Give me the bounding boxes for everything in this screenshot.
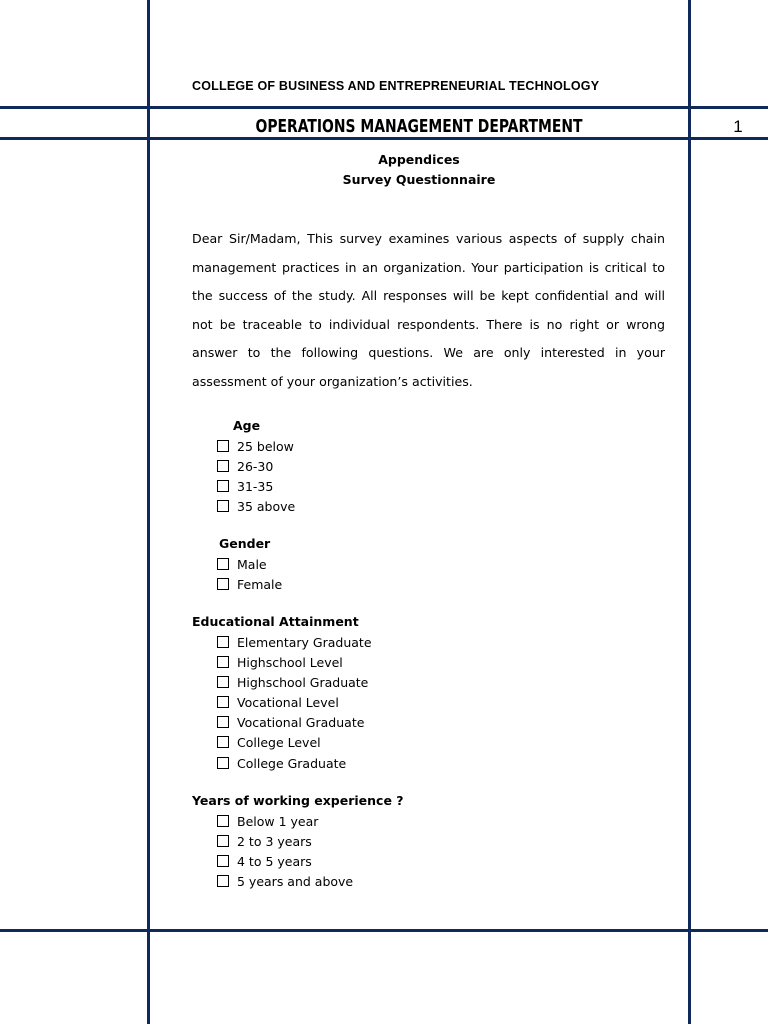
header-top-rule [0,106,768,109]
checkbox[interactable] [217,656,229,668]
option-label: Highschool Level [237,654,343,670]
option-label: Highschool Graduate [237,674,369,690]
right-margin-rule [688,0,691,1024]
checkbox[interactable] [217,855,229,867]
question-age-title: Age [233,418,261,433]
checkbox[interactable] [217,480,229,492]
checkbox[interactable] [217,815,229,827]
checkbox[interactable] [217,696,229,708]
option-label: Elementary Graduate [237,634,372,650]
checkbox[interactable] [217,578,229,590]
checkbox[interactable] [217,440,229,452]
checkbox[interactable] [217,875,229,887]
option-education-college-level[interactable] [217,734,321,750]
checkbox[interactable] [217,558,229,570]
appendices-heading: Appendices [378,152,460,167]
checkbox[interactable] [217,736,229,748]
option-label: Below 1 year [237,813,319,829]
option-education-elementary-graduate[interactable] [217,634,372,650]
option-education-highschool-graduate[interactable] [217,674,368,690]
option-label: 25 below [237,438,294,454]
question-experience-title: Years of working experience ? [192,793,404,808]
option-label: 35 above [237,498,296,514]
option-age-31-35[interactable] [217,478,273,494]
option-label: Vocational Graduate [237,714,365,730]
checkbox[interactable] [217,460,229,472]
option-label: 4 to 5 years [237,853,312,869]
option-age-26-30[interactable] [217,458,273,474]
option-label: 26-30 [237,458,274,474]
option-label: 2 to 3 years [237,833,312,849]
checkbox[interactable] [217,676,229,688]
checkbox[interactable] [217,500,229,512]
question-education-title: Educational Attainment [192,614,359,629]
college-name: COLLEGE OF BUSINESS AND ENTREPRENEURIAL TECHNOLOGY [192,79,600,93]
option-label: Female [237,576,283,592]
survey-title: Survey Questionnaire [342,172,496,187]
option-label: College Graduate [237,755,347,771]
option-experience-5-years-and-above[interactable] [217,873,353,889]
option-label: 31-35 [237,478,274,494]
option-age-35-above[interactable] [217,498,295,514]
option-label: Male [237,556,267,572]
question-gender-title: Gender [219,536,271,551]
checkbox[interactable] [217,716,229,728]
option-experience-4-to-5-years[interactable] [217,853,312,869]
option-experience-below-1-year[interactable] [217,813,318,829]
page-number: 1 [733,117,743,136]
option-gender-female[interactable] [217,576,282,592]
department-name: OPERATIONS MANAGEMENT DEPARTMENT [255,116,583,137]
intro-paragraph: Dear Sir/Madam, This survey examines various aspects of supply chain management practices in an organization. Your participation is critical to the success of the study. All responses will be kept confidential and will not be traceable to individual respondents. There is no right or wrong answer to the following questions. We are only interested in your assessment of your organization’s activities. [192,231,665,389]
option-age-25-below[interactable] [217,438,294,454]
option-gender-male[interactable] [217,556,267,572]
option-label: Vocational Level [237,694,339,710]
footer-rule [0,929,768,932]
option-label: College Level [237,734,321,750]
option-education-vocational-level[interactable] [217,694,339,710]
option-label: 5 years and above [237,873,354,889]
option-experience-2-to-3-years[interactable] [217,833,312,849]
option-education-college-graduate[interactable] [217,755,346,771]
option-education-vocational-graduate[interactable] [217,714,364,730]
checkbox[interactable] [217,835,229,847]
header-bottom-rule [0,137,768,140]
option-education-highschool-level[interactable] [217,654,343,670]
checkbox[interactable] [217,757,229,769]
checkbox[interactable] [217,636,229,648]
